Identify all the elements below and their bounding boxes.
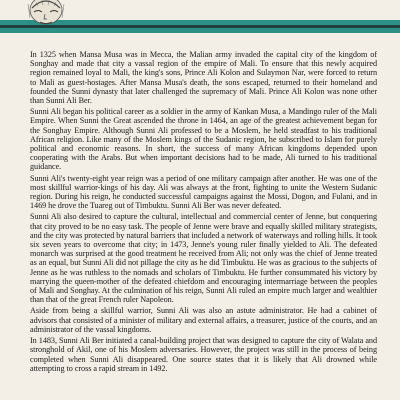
paragraph-3: Sunni Ali's twenty-eight year reign was a period of one military campaign after another. He was one of the most skillful warrior-kings of his day. Ali was always at the front, fighting to unite the Western Sudanic region. During his reign, he conducted successful campaigns against the Mossi, Dogon, and Fulani, and in 1469 he drove the Tuareg out of Timbuktu. Sunni Ali Ber was never defeated. <box>30 173 377 211</box>
engraved-portrait-icon <box>18 0 74 38</box>
page-header <box>0 0 400 38</box>
paragraph-1: In 1325 when Mansa Musa was in Mecca, the Malian army invaded the capital city of the kingdom of Songhay and made that city a vassal region of the empire of Mali. To ensure that this newly acquired region remained loyal to Mali, the king's sons, Prince Ali Kolon and Sulaymon Nar, were forced to return to Mali as guest-hostages. After Mansa Musa's death, the sons escaped, returned to their homeland and founded the Sunni dynasty that later challenged the supremacy of Mali. Prince Ali Kolon was none other than Sunni Ali Ber. <box>30 50 377 106</box>
article-body <box>30 50 377 398</box>
paragraph-4: Sunni Ali also desired to capture the cultural, intellectual and commercial center of Jenne, but conquering that city proved to be no easy task. The people of Jenne were brave and equally skilled military strategists, and the city was protected by natural barriers that included a network of waterways and rolling hills. It took six seven years to overcome that city; in 1473, Jenne's young ruler finally yielded to Ali. The defeated monarch was surprised at the good treatment he received from Ali; not only was the chief of Jenne treated as an equal, but Sunni Ali did not pillage the city as he did Timbuktu. He was as gracious to the subjects of Jenne as he was ruthless to the nomads and scholars of Timbuktu. He further consummated his victory by marrying the queen-mother of the defeated chiefdom and encouraging intermarriage between the peoples of Mali and Songhay. At the culmination of his reign, Sunni Ali ruled an empire much larger and wealthier than that of the great French ruler Napoleon. <box>30 212 377 305</box>
paragraph-2: Sunni Ali began his political career as a soldier in the army of Kankan Musa, a Mandingo ruler of the Mali Empire. When Sunni the Great ascended the throne in 1464, an age of the greatest achievement began for the Songhay Empire. Although Sunni Ali professed to be a Moslem, he held steadfast to his traditional African religion. Like many of the Moslem kings of the Sudanic region, he subscribed to Islam for purely political and economic reasons. In short, the success of many African kingdoms depended upon cooperating with the Arabs. But when important decisions had to be made, Ali turned to his traditional guidance. <box>30 107 377 172</box>
paragraph-6: In 1483, Sunni Ali Ber initiated a canal-building project that was designed to capture the city of Walata and stronghold of Akil, one of his Moslem adversaries. However, the project was still in the process of being completed when Sunni Ali disappeared. One source states that it is likely that Ali drowned while attempting to cross a rapid stream in 1492. <box>30 336 377 373</box>
paragraph-5: Aside from being a skillful warrior, Sunni Ali was also an astute administrator. He had a cabinet of advisors that consisted of a minister of military and external affairs, a treasurer, justice of the courts, and an administrator of the vassal kingdoms. <box>30 306 377 334</box>
